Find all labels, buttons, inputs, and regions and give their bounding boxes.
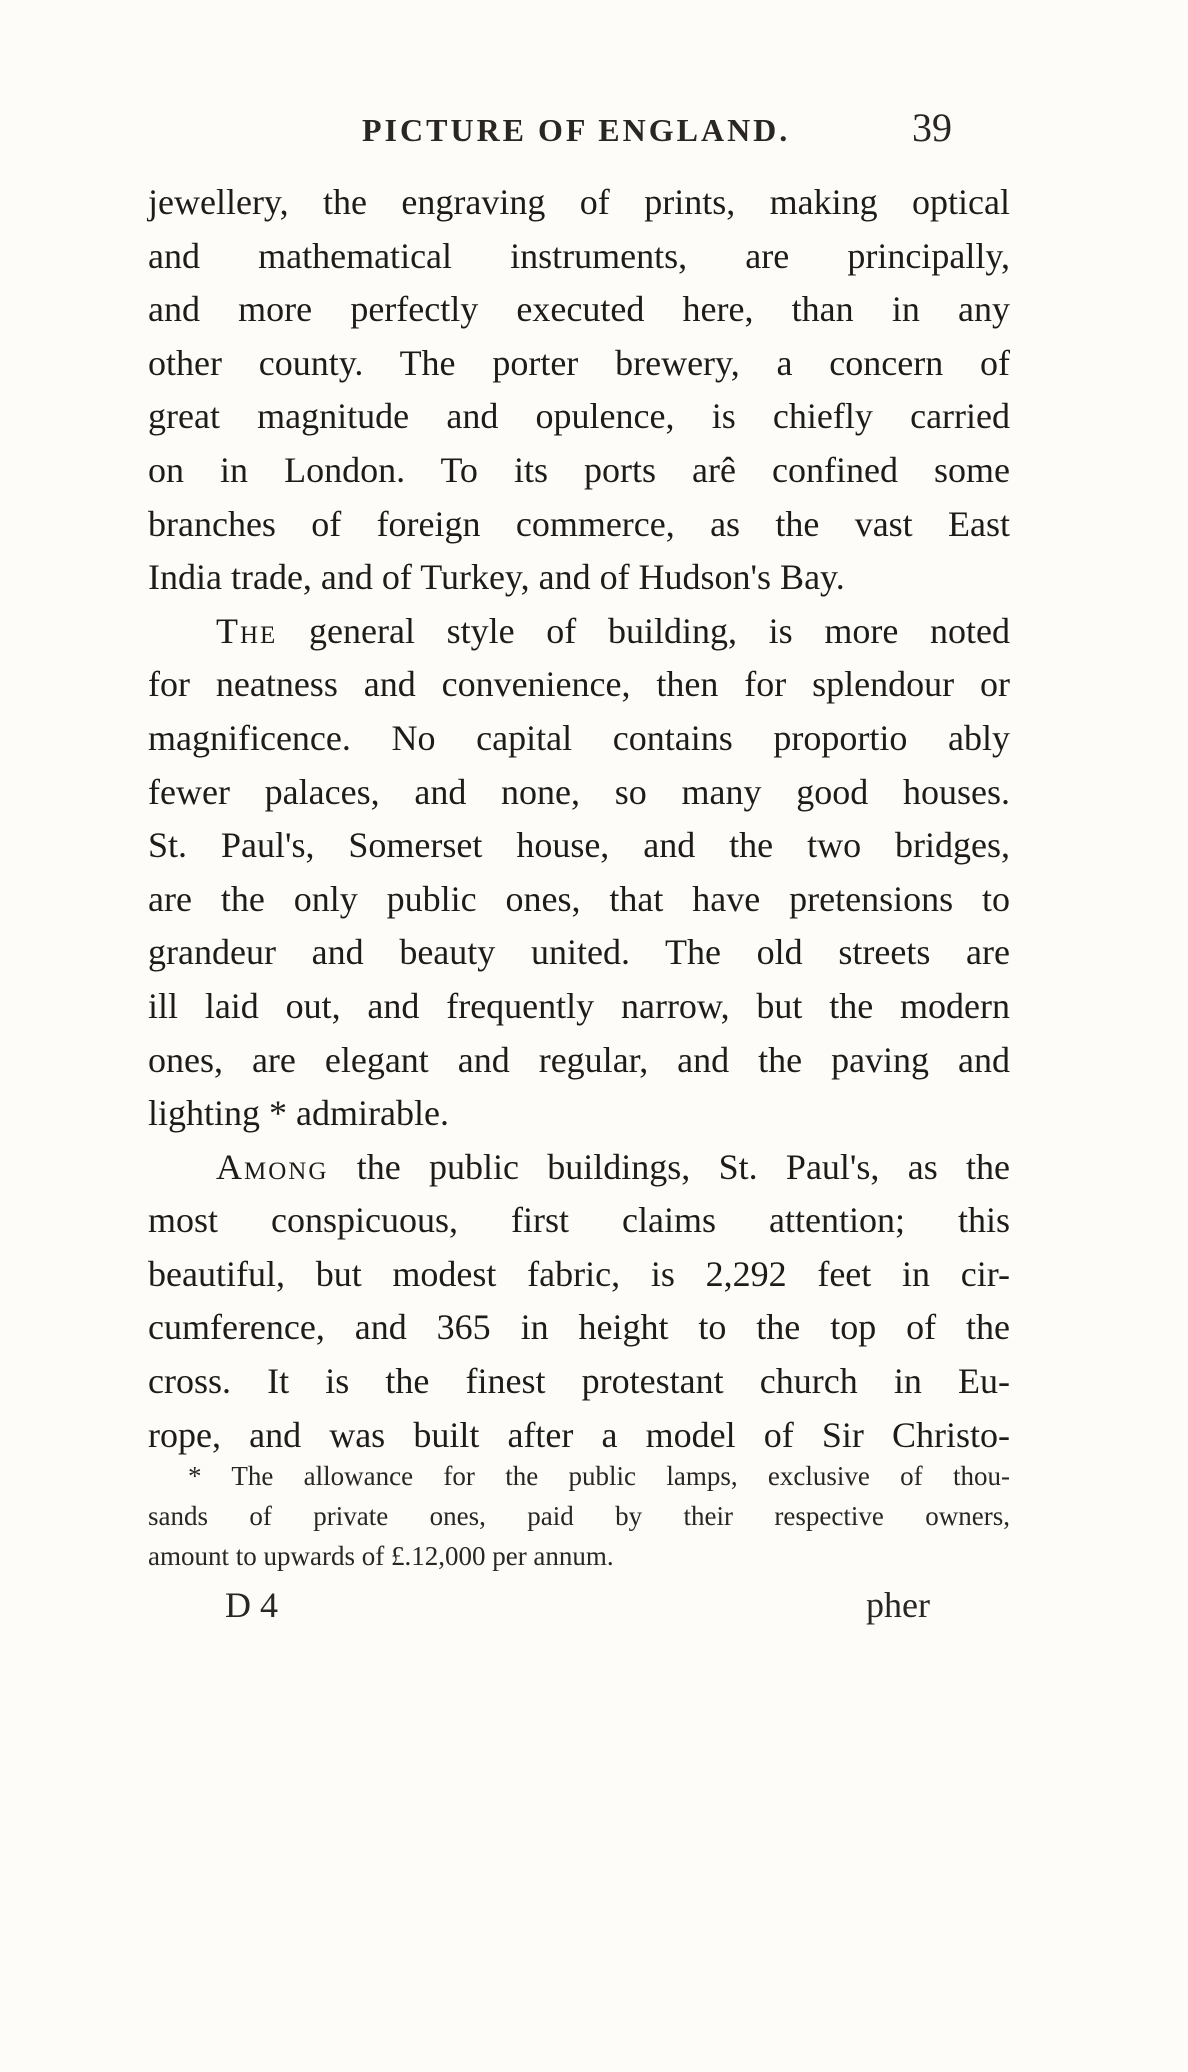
- paragraph-first-line: the public buildings, St. Paul's, as the: [356, 1146, 1011, 1187]
- paragraph-first-line: general style of building, is more noted: [309, 610, 1011, 651]
- text-line: ones, are elegant and regular, and the paving and: [148, 1039, 1010, 1080]
- text-line: great magnitude and opulence, is chiefly carried: [148, 396, 1010, 437]
- text-line: other county. The porter brewery, a concern of: [148, 342, 1010, 383]
- text-line: St. Paul's, Somerset house, and the two bridges,: [148, 825, 1010, 866]
- text-line: most conspicuous, first claims attention; this: [148, 1200, 1010, 1241]
- text-line: on in London. To its ports arê confined some: [148, 449, 1010, 490]
- text-line: grandeur and beauty united. The old streets are: [148, 932, 1010, 973]
- text-line: are the only public ones, that have pretensions to: [148, 878, 1010, 919]
- text-line: cross. It is the finest protestant church in Eu-: [148, 1361, 1010, 1402]
- text-line: India trade, and of Turkey, and of Hudson's Bay.: [148, 557, 845, 598]
- text-line: branches of foreign commerce, as the vast East: [148, 503, 1010, 544]
- text-line: fewer palaces, and none, so many good houses.: [148, 771, 1010, 812]
- paragraph-start: [148, 605, 1010, 659]
- running-title: PICTURE OF ENGLAND.: [362, 112, 791, 148]
- text-line: for neatness and convenience, then for splendour or: [148, 664, 1010, 705]
- text-line: magnificence. No capital contains proportio ably: [148, 717, 1010, 758]
- text-line: jewellery, the engraving of prints, making optical: [148, 182, 1010, 222]
- text-line: lighting * admirable.: [148, 1093, 449, 1134]
- page-number: 39: [912, 105, 952, 150]
- text-line: rope, and was built after a model of Sir Christo-: [148, 1414, 1010, 1455]
- text-line: beautiful, but modest fabric, is 2,292 feet in cir-: [148, 1253, 1010, 1294]
- footnote-line: * The allowance for the public lamps, exclusive of thou-: [188, 1461, 1010, 1491]
- body-text: [148, 176, 1010, 1462]
- footnote: [148, 1456, 1010, 1576]
- text-line: ill laid out, and frequently narrow, but the modern: [148, 985, 1010, 1026]
- footnote-line: sands of private ones, paid by their respective owners,: [148, 1501, 1010, 1531]
- paragraph-start: [148, 1141, 1010, 1195]
- catchword: pher: [866, 1585, 930, 1625]
- text-line: and more perfectly executed here, than in any: [148, 289, 1010, 330]
- signature-mark: D 4: [225, 1585, 278, 1625]
- footnote-line: amount to upwards of £.12,000 per annum.: [148, 1541, 614, 1571]
- paragraph-lead-word: The: [216, 610, 278, 651]
- text-line: cumference, and 365 in height to the top of the: [148, 1307, 1010, 1348]
- text-line: and mathematical instruments, are principally,: [148, 235, 1010, 276]
- paragraph-lead-word: Among: [216, 1146, 329, 1187]
